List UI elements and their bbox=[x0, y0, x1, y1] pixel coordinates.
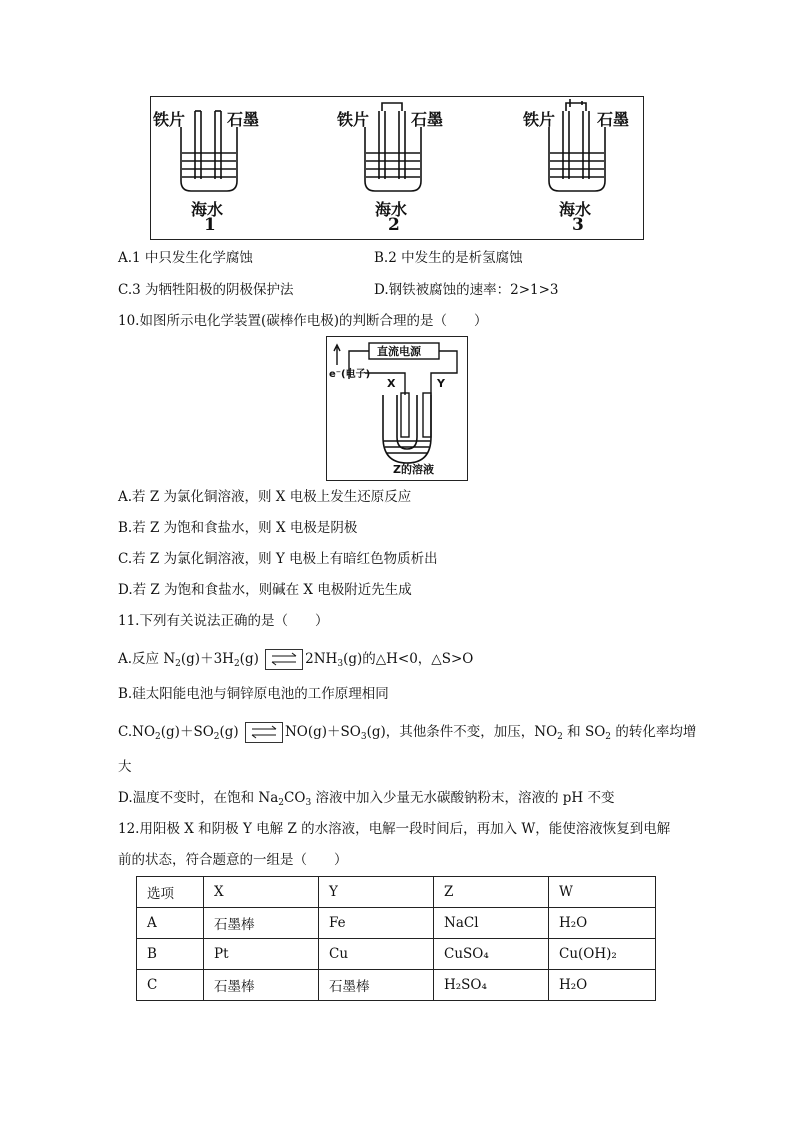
equilibrium-arrow-icon bbox=[245, 722, 283, 743]
cell1-left-label: 铁片 bbox=[153, 110, 186, 129]
table-header-cell: X bbox=[204, 877, 319, 908]
electron-label: e⁻(电子) bbox=[329, 369, 371, 380]
q12-stem-line1: 12.用阳极 X 和阴极 Y 电解 Z 的水溶液，电解一段时间后，再加入 W，能使溶液恢复到电解 bbox=[118, 821, 671, 837]
cell3-number: 3 bbox=[572, 215, 584, 235]
table-cell: CuSO₄ bbox=[434, 939, 549, 970]
cell2-left-label: 铁片 bbox=[337, 110, 370, 129]
table-cell: H₂O bbox=[549, 908, 656, 939]
q10-stem: 10.如图所示电化学装置(碳棒作电极)的判断合理的是（ ） bbox=[118, 313, 488, 329]
q11-option-b: B.硅太阳能电池与铜锌原电池的工作原理相同 bbox=[118, 686, 389, 702]
corrosion-figure bbox=[150, 96, 644, 240]
cell3-bottom-label: 海水 bbox=[559, 200, 592, 219]
table-cell: NaCl bbox=[434, 908, 549, 939]
solution-label: Z的溶液 bbox=[393, 463, 434, 476]
q12-options-table bbox=[136, 876, 656, 1001]
q11-option-c: $C.NO_2(g)+SO_2(g)$ $NO(g)+SO_3(g)$，其他条件不变，加压，$NO_2$ 和 $SO_2$ 的转化率均增 bbox=[118, 724, 697, 742]
q9-option-d: D.钢铁被腐蚀的速率：2>1>3 bbox=[374, 282, 559, 298]
table-row bbox=[137, 939, 656, 970]
q11-option-c-wrap: 大 bbox=[118, 759, 132, 775]
q9-option-b: B.2 中发生的是析氢腐蚀 bbox=[374, 250, 523, 266]
q11-option-a: A.反应 $N_2(g)+3H_2(g)$ $2NH_3(g)$的△H<0，△S>O bbox=[118, 651, 474, 669]
table-header-cell: Z bbox=[434, 877, 549, 908]
table-cell: H₂O bbox=[549, 970, 656, 1001]
cell2-bottom-label: 海水 bbox=[375, 200, 408, 219]
q11-option-d: D.温度不变时，在饱和 $Na_2CO_3$ 溶液中加入少量无水碳酸钠粉末，溶液的 pH 不变 bbox=[118, 790, 615, 808]
table-cell: B bbox=[137, 939, 204, 970]
electrode-y-label: Y bbox=[437, 377, 445, 390]
table-row bbox=[137, 970, 656, 1001]
power-source-label: 直流电源 bbox=[377, 345, 421, 358]
cell1-number: 1 bbox=[204, 215, 216, 235]
table-cell: 石墨棒 bbox=[204, 908, 319, 939]
q9-option-c: C.3 为牺牲阳极的阴极保护法 bbox=[118, 282, 294, 298]
equilibrium-arrow-icon bbox=[265, 649, 303, 670]
table-header-row bbox=[137, 877, 656, 908]
electrode-x-label: X bbox=[387, 377, 396, 390]
q10-option-a: A.若 Z 为氯化铜溶液，则 X 电极上发生还原反应 bbox=[118, 489, 412, 505]
q11-stem: 11.下列有关说法正确的是（ ） bbox=[118, 613, 329, 629]
table-header-cell: W bbox=[549, 877, 656, 908]
table-cell: A bbox=[137, 908, 204, 939]
table-cell: Cu(OH)₂ bbox=[549, 939, 656, 970]
table-cell: 石墨棒 bbox=[319, 970, 434, 1001]
table-cell: Cu bbox=[319, 939, 434, 970]
table-cell: 石墨棒 bbox=[204, 970, 319, 1001]
table-cell: H₂SO₄ bbox=[434, 970, 549, 1001]
table-cell: Pt bbox=[204, 939, 319, 970]
table-cell: Fe bbox=[319, 908, 434, 939]
table-header-cell: Y bbox=[319, 877, 434, 908]
cell3-left-label: 铁片 bbox=[523, 110, 556, 129]
table-cell: C bbox=[137, 970, 204, 1001]
q9-option-a: A.1 中只发生化学腐蚀 bbox=[118, 250, 253, 266]
cell2-number: 2 bbox=[388, 215, 400, 235]
q12-stem-line2: 前的状态，符合题意的一组是（ ） bbox=[118, 852, 348, 868]
q10-option-d: D.若 Z 为饱和食盐水，则碱在 X 电极附近先生成 bbox=[118, 582, 412, 598]
table-row bbox=[137, 908, 656, 939]
table-header-cell: 选项 bbox=[137, 877, 204, 908]
cell1-bottom-label: 海水 bbox=[191, 200, 224, 219]
q10-option-b: B.若 Z 为饱和食盐水，则 X 电极是阴极 bbox=[118, 520, 358, 536]
cell1-right-label: 石墨 bbox=[227, 110, 260, 129]
q10-option-c: C.若 Z 为氯化铜溶液，则 Y 电极上有暗红色物质析出 bbox=[118, 551, 438, 567]
cell2-right-label: 石墨 bbox=[411, 110, 444, 129]
cell3-right-label: 石墨 bbox=[597, 110, 630, 129]
electrolysis-figure bbox=[326, 336, 468, 481]
